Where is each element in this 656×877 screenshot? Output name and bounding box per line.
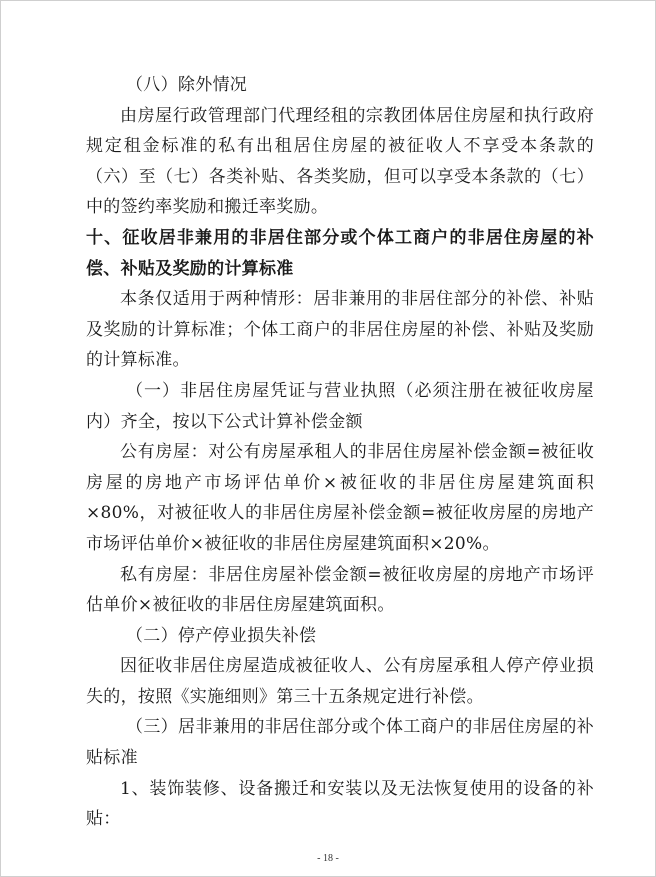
- paragraph-public-housing: 公有房屋：对公有房屋承租人的非居住房屋补偿金额=被征收房屋的房地产市场评估单价×被征收的非居住房屋建筑面积×80%，对被征收人的非居住房屋补偿金额=被征收房屋的房地产市场评估单价×被征收的非居住房屋建筑面积×20%。: [86, 442, 594, 554]
- paragraph-business-loss: 因征收非居住房屋造成被征收人、公有房屋承租人停产停业损失的，按照《实施细则》第三十五条规定进行补偿。: [86, 656, 594, 707]
- document-body: [86, 70, 594, 835]
- paragraph-decoration-subsidy: 1、装饰装修、设备搬迁和安装以及无法恢复使用的设备的补贴：: [86, 778, 594, 830]
- paragraph-exclusions: 由房屋行政管理部门代理经租的宗教团体居住房屋和执行政府规定租金标准的私有出租居住房屋的被征收人不享受本条款的（六）至（七）各类补贴、各类奖励，但可以享受本条款的（七）中的签约率奖励和搬迁率奖励。: [86, 105, 594, 218]
- paragraph-private-housing: 私有房屋：非居住房屋补偿金额=被征收房屋的房地产市场评估单价×被征收的非居住房屋建筑面积。: [86, 564, 594, 616]
- subsection-heading-one: （一）非居住房屋凭证与营业执照（必须注册在被征收房屋内）齐全，按以下公式计算补偿金额: [86, 380, 594, 432]
- subsection-heading-two: （二）停产停业损失补偿: [126, 625, 317, 646]
- paragraph-scope: 本条仅适用于两种情形：居非兼用的非居住部分的补偿、补贴及奖励的计算标准；个体工商户的非居住房屋的补偿、补贴及奖励的计算标准。: [86, 289, 594, 371]
- subsection-heading-exclusions: （八）除外情况: [126, 75, 248, 95]
- subsection-heading-three: （三）居非兼用的非居住部分或个体工商户的非居住房屋的补贴标准: [86, 717, 594, 769]
- section-heading-ten: 十、征收居非兼用的非居住部分或个体工商户的非居住房屋的补偿、补贴及奖励的计算标准: [86, 227, 594, 279]
- page-number: - 18 -: [317, 853, 339, 864]
